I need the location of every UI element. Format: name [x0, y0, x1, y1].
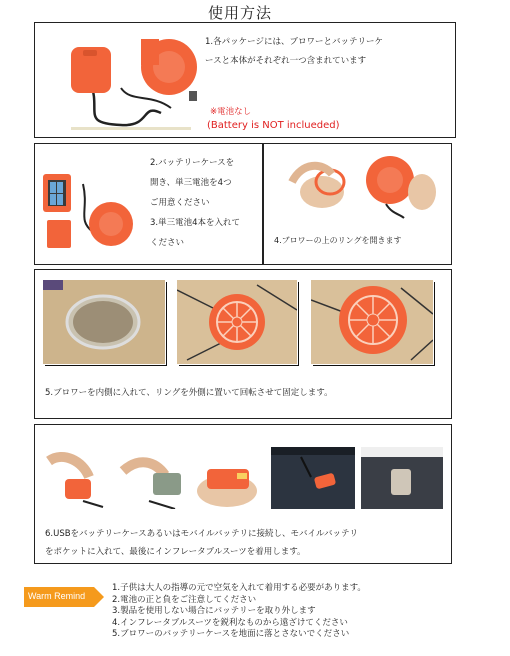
battery-in-pocket-photo: [271, 447, 355, 509]
battery-case-photo: [41, 172, 79, 252]
remind-item: 5.ブロワーのバッテリーケースを地面に落とさないでください: [112, 629, 350, 639]
step-1-panel: [34, 22, 456, 138]
battery-note-en: (Battery is NOT inclueded): [207, 120, 340, 131]
remind-item: 1.子供は大人の指導の元で空気を入れて着用する必要があります。: [112, 583, 366, 593]
remind-item: 3.製品を使用しない場合にバッテリーを取り外します: [112, 606, 316, 616]
blower-and-battery-photo: [61, 33, 211, 133]
page-title: 使用方法: [207, 4, 272, 22]
step-2-text-line-1: 2.バッテリーケースを: [150, 158, 235, 168]
step-6-panel: [34, 424, 452, 564]
step-3-text-line-1: 3.単三電池4本を入れて: [150, 218, 241, 228]
remind-item: 2.電池の正と負をご注意してください: [112, 594, 257, 605]
remind-item: 4.インフレータブルスーツを鋭利なものから遠ざけてください: [112, 617, 348, 628]
warm-remind-list: [112, 583, 472, 641]
step-2-text-line-2: 開き、単三電池を4つ: [150, 178, 232, 188]
usb-connect-photo-2: [119, 451, 189, 509]
step-3-text-line-2: ください: [150, 238, 185, 248]
usb-connect-photo-1: [43, 451, 111, 509]
step-2-text-line-3: ご用意ください: [150, 198, 210, 208]
step-4-text: 4.ブロワーの上のリングを開きます: [274, 236, 402, 245]
opening-ring-photo: [282, 152, 444, 220]
warm-remind-label: Warm Remind: [28, 591, 86, 601]
step-2-3-panel: [34, 143, 263, 265]
blower-inside-opening-photo: [43, 280, 165, 364]
battery-note-ja: ※電池なし: [210, 107, 252, 117]
ring-rotated-photo: [311, 280, 433, 364]
step-1-text-line-1: 1.各パッケージには、ブロワーとバッテリーケ: [205, 37, 383, 47]
step-6-text-line-1: 6.USBをバッテリーケースあるいはモバイルバッテリに接続し、モバイルバッテリ: [45, 529, 358, 539]
battery-in-hand-photo: [197, 451, 263, 509]
mobile-battery-pocket-photo: [361, 447, 443, 509]
warm-remind-badge: [24, 587, 104, 607]
step-1-text-line-2: ースと本体がそれぞれ一つ含まれています: [205, 56, 367, 66]
blower-with-cable-photo: [79, 180, 135, 252]
step-5-panel: [34, 269, 452, 419]
step-6-text-line-2: をポケットに入れて、最後にインフレータブルスーツを着用します。: [45, 547, 306, 557]
step-5-text: 5.ブロワーを内側に入れて、リングを外側に置いて回転させて固定します。: [45, 388, 333, 398]
step-4-panel: [263, 143, 452, 265]
ring-placed-photo: [177, 280, 297, 364]
